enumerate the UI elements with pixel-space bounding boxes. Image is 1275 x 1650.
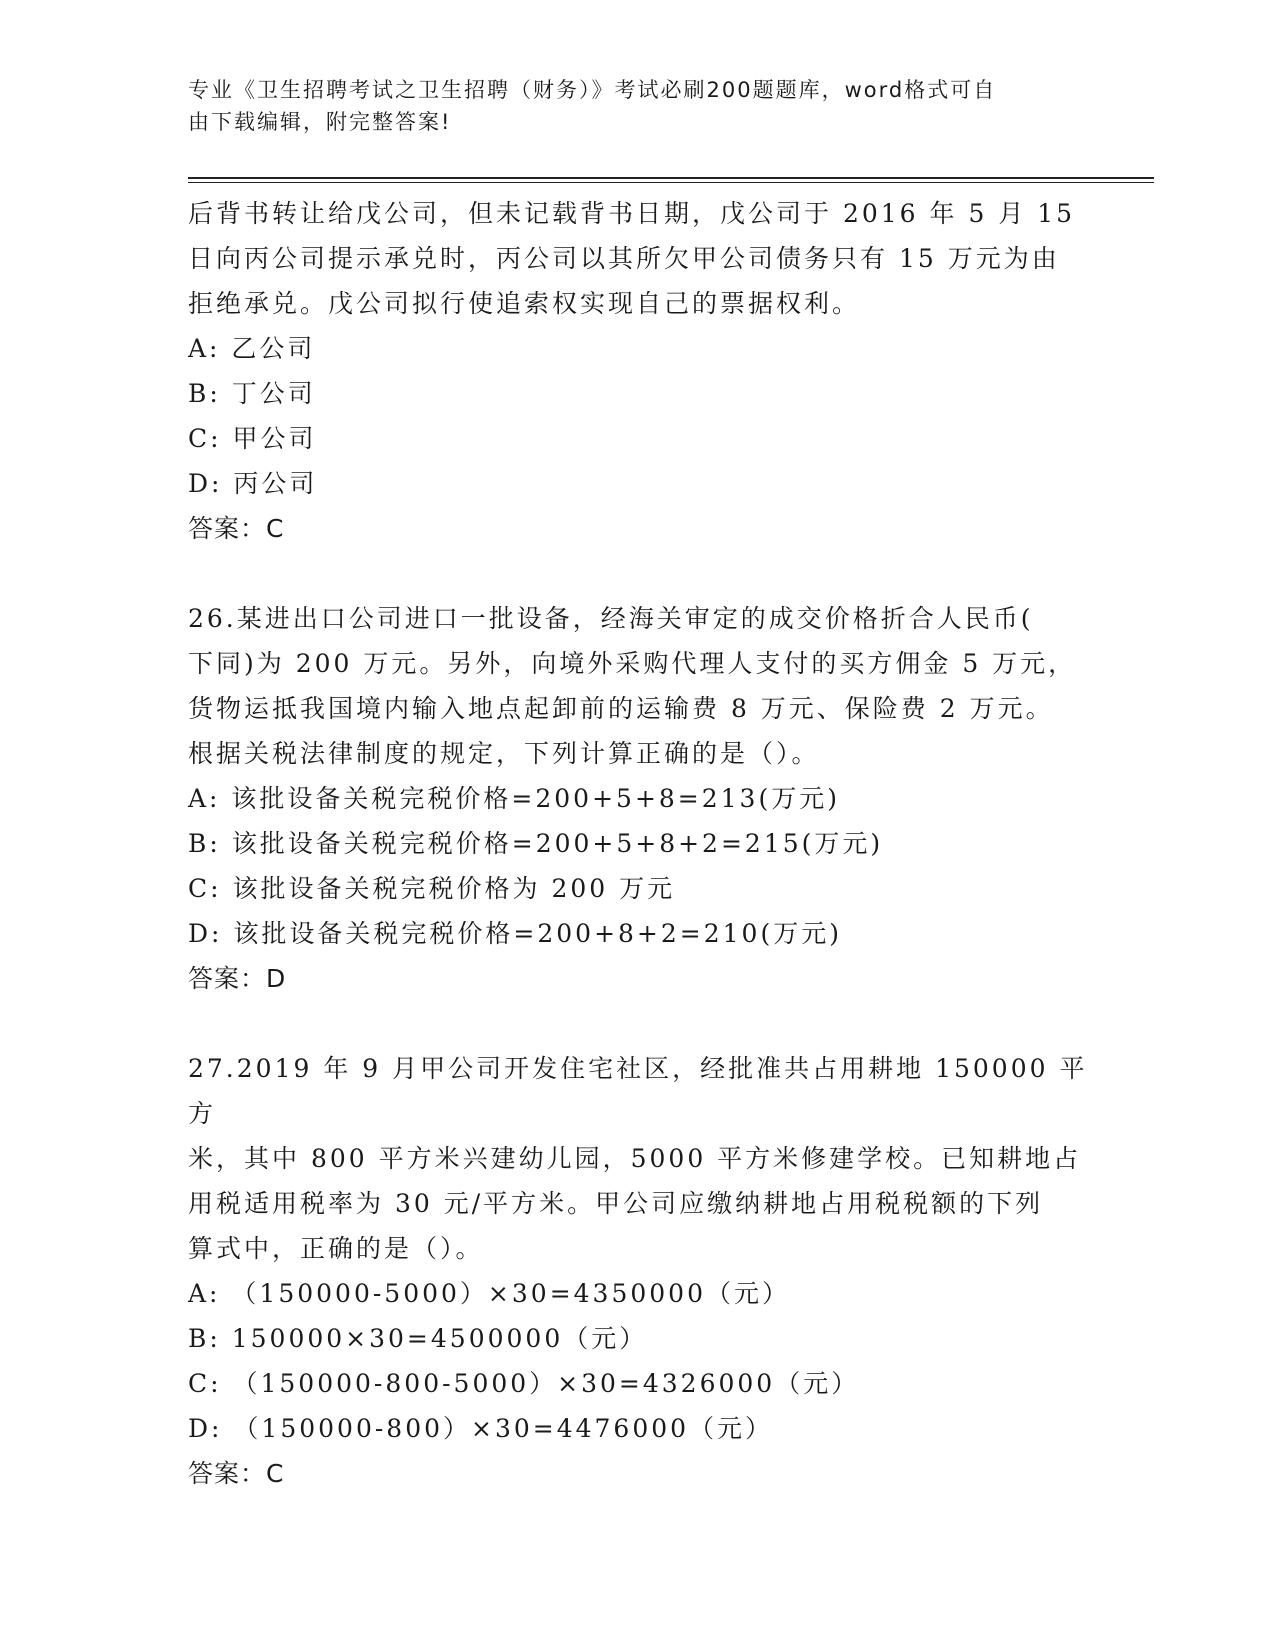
option-d: D: 该批设备关税完税价格=200+8+2=210(万元) [188, 919, 842, 948]
document-header [188, 74, 1068, 138]
header-line-1: 专业《卫生招聘考试之卫生招聘（财务）》考试必刷200题题库，word格式可自 [188, 78, 997, 102]
option-b: B: 150000×30=4500000（元） [188, 1324, 648, 1353]
question-stem-line: 26.某进出口公司进口一批设备，经海关审定的成交价格折合人民币( [188, 604, 1034, 633]
question-stem-line: 算式中，正确的是（）。 [188, 1234, 484, 1263]
option-c: C: 该批设备关税完税价格为 200 万元 [188, 874, 676, 903]
option-a: A: 该批设备关税完税价格=200+5+8=213(万元) [188, 784, 840, 813]
option-b: B: 丁公司 [188, 379, 316, 408]
option-b: B: 该批设备关税完税价格=200+5+8+2=215(万元) [188, 829, 884, 858]
question-stem-line: 后背书转让给戊公司，但未记载背书日期，戊公司于 2016 年 5 月 15 [188, 199, 1076, 228]
question-stem-line: 27.2019 年 9 月甲公司开发住宅社区，经批准共占用耕地 150000 平方 [188, 1054, 1088, 1128]
answer-line: 答案：C [188, 1459, 285, 1488]
spacer [188, 1001, 1088, 1046]
question-stem-line: 根据关税法律制度的规定，下列计算正确的是（）。 [188, 739, 820, 768]
option-c: C: （150000-800-5000）×30=4326000（元） [188, 1369, 860, 1398]
spacer [188, 551, 1088, 596]
option-c: C: 甲公司 [188, 424, 317, 453]
answer-line: 答案：C [188, 514, 285, 543]
question-25 [188, 191, 1088, 551]
header-line-2: 由下载编辑，附完整答案! [188, 110, 452, 134]
option-d: D: 丙公司 [188, 469, 318, 498]
question-26 [188, 596, 1088, 1001]
question-stem-line: 日向丙公司提示承兑时，丙公司以其所欠甲公司债务只有 15 万元为由 [188, 244, 1060, 273]
question-stem-line: 货物运抵我国境内输入地点起卸前的运输费 8 万元、保险费 2 万元。 [188, 694, 1054, 723]
answer-line: 答案：D [188, 964, 287, 993]
question-stem-line: 下同)为 200 万元。另外，向境外采购代理人支付的买方佣金 5 万元， [188, 649, 1077, 678]
question-stem-line: 用税适用税率为 30 元/平方米。甲公司应缴纳耕地占用税税额的下列 [188, 1189, 1044, 1218]
header-rule-thick [188, 177, 1154, 179]
option-d: D: （150000-800）×30=4476000（元） [188, 1414, 774, 1443]
header-rule-thin [188, 182, 1154, 183]
option-a: A: 乙公司 [188, 334, 316, 363]
option-a: A: （150000-5000）×30=4350000（元） [188, 1279, 790, 1308]
document-body [188, 191, 1088, 1496]
question-stem-line: 米，其中 800 平方米兴建幼儿园，5000 平方米修建学校。已知耕地占 [188, 1144, 1082, 1173]
question-27 [188, 1046, 1088, 1496]
question-stem-line: 拒绝承兑。戊公司拟行使追索权实现自己的票据权利。 [188, 289, 861, 318]
